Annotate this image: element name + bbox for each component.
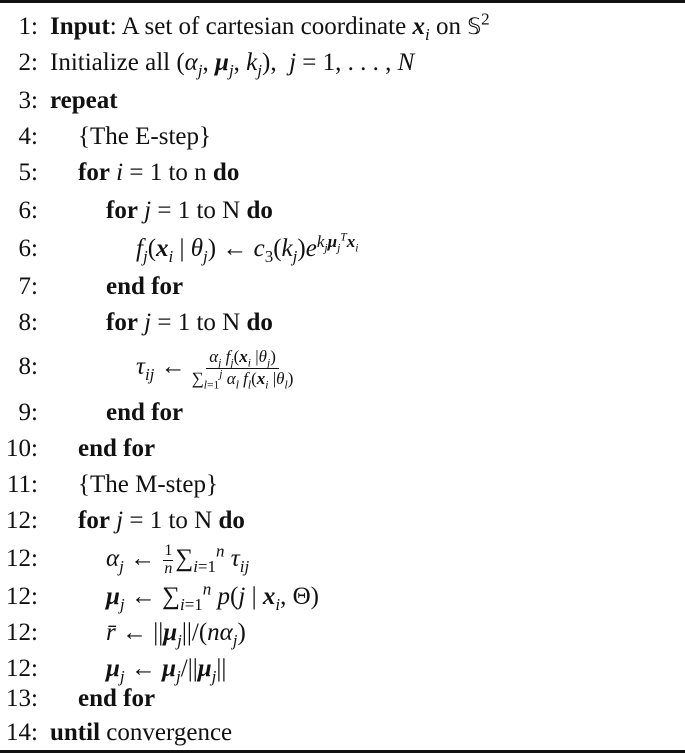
line-content xyxy=(106,305,273,341)
math-mu-update: $\mu_j$ ← $\sum_{i=1}^n$ p(j | $x_i$, Θ) xyxy=(106,579,319,614)
loop-range: = 1 to N xyxy=(123,507,219,534)
keyword-do: do xyxy=(246,309,273,336)
loop-range: = 1 to N xyxy=(151,309,247,336)
loop-range: = 1 to n xyxy=(123,159,213,186)
line-content xyxy=(50,83,118,119)
line-content xyxy=(106,193,273,229)
keyword-end-for xyxy=(78,431,155,467)
line-number: 5: xyxy=(18,159,38,186)
line-number: 4: xyxy=(18,123,38,150)
keyword-do: do xyxy=(246,197,273,224)
math-params-tuple: ($\alpha_j$, $\mu_j$, $k_j$), j = 1, . . . , N xyxy=(176,49,415,80)
line-number: 12: xyxy=(6,583,38,610)
keyword-until: until xyxy=(50,719,101,746)
math-mu-normalize: $\mu_j$ ← $\mu_j/||\mu_j||$ xyxy=(106,655,227,686)
loop-range: = 1 to N xyxy=(151,197,247,224)
math-rbar-update: r̄ ← $||\mu_j||/(n\alpha_j)$ xyxy=(106,619,246,650)
comment-e-step: {The E-step} xyxy=(78,123,211,150)
line-number: 12: xyxy=(6,655,38,682)
keyword-for: for xyxy=(78,159,110,186)
keyword-end-for xyxy=(106,269,183,305)
line-number: 9: xyxy=(18,399,38,426)
line-number: 14: xyxy=(6,719,38,746)
one-over-n-fraction: $\frac{1}{n}$ xyxy=(164,541,173,577)
keyword-end-for-text: end for xyxy=(106,273,184,300)
line-number: 2: xyxy=(18,49,38,76)
keyword-end-for xyxy=(106,395,183,431)
keyword-end-for-text: end for xyxy=(106,399,184,426)
line-number: 11: xyxy=(6,471,38,498)
keyword-end-for-text: end for xyxy=(78,435,156,462)
keyword-for: for xyxy=(106,197,138,224)
math-density-assignment: $f_j(x_i$ | $\theta_j$) ← $c_3(k_j)e^{k_j\mu_j^Tx_i}$ xyxy=(136,230,359,266)
line-number: 6: xyxy=(18,197,38,224)
keyword-repeat: repeat xyxy=(50,87,118,114)
line-number: 10: xyxy=(6,435,38,462)
input-description: : A set of cartesian coordinate xyxy=(109,13,413,40)
keyword-do: do xyxy=(218,507,245,534)
line-number: 1: xyxy=(18,13,38,40)
line-content xyxy=(50,9,490,46)
var-i: i xyxy=(116,159,124,186)
keyword-end-for-text: end for xyxy=(78,685,156,712)
initialize-text: Initialize all xyxy=(50,49,177,76)
line-number: 8: xyxy=(18,309,38,336)
line-number: 8: xyxy=(18,353,38,380)
math-x-i-on-sphere: $x_i$ on 𝕊$^2$ xyxy=(412,9,490,44)
keyword-for: for xyxy=(78,507,110,534)
responsibility-fraction: $\frac{\alpha_j f_j(x_i |\theta_j)}{\sum_{l=1}^j \alpha_l f_l(x_i |\theta_l)}$ xyxy=(191,347,294,392)
var-j: j xyxy=(144,309,152,336)
line-number: 12: xyxy=(6,507,38,534)
var-j: j xyxy=(116,507,124,534)
line-number: 12: xyxy=(6,619,38,646)
var-j: j xyxy=(144,197,152,224)
keyword-end-for xyxy=(78,681,155,717)
keyword-for: for xyxy=(106,309,138,336)
line-content xyxy=(50,45,414,81)
line-number: 3: xyxy=(18,87,38,114)
line-content xyxy=(50,715,232,751)
line-number: 12: xyxy=(6,545,38,572)
line-number: 7: xyxy=(18,273,38,300)
line-content xyxy=(78,155,239,191)
line-number: 13: xyxy=(6,685,38,712)
line-content xyxy=(78,503,245,539)
keyword-input: Input xyxy=(50,13,110,40)
comment-m-step: {The M-step} xyxy=(78,471,218,498)
math-responsibility: $\tau_{ij}$ ← $\frac{\alpha_j f_j(x_i |\theta_j)}{\sum_{l=1}^j \alpha_l f_l(x_i |\theta_l)}$ xyxy=(136,347,294,392)
keyword-do: do xyxy=(212,159,240,186)
until-condition: convergence xyxy=(100,719,233,746)
line-number: 6: xyxy=(18,235,38,262)
math-alpha-update: $\alpha_j$ ← $\frac{1}{n}$ $\sum_{i=1}^n$ $\tau_{ij}$ xyxy=(106,541,250,577)
